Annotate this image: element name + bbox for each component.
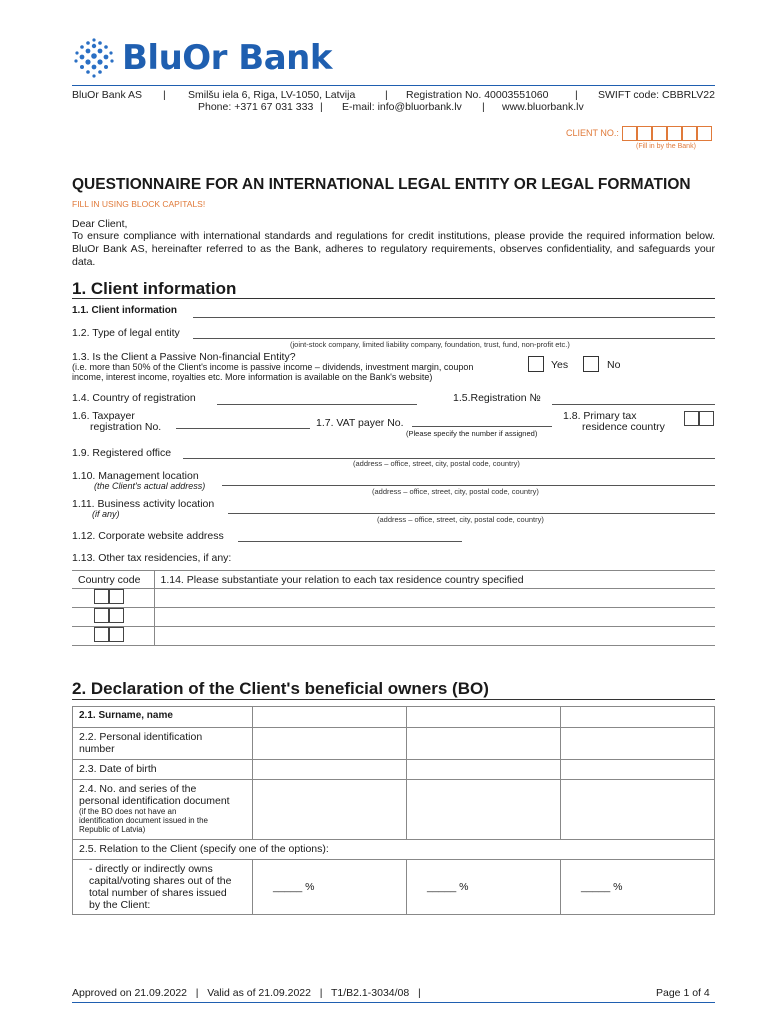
table-row <box>73 780 715 840</box>
separator: | <box>575 89 578 101</box>
field-1-11-addr-hint: (address – office, street, city, postal code, country) <box>377 515 544 524</box>
section2-divider <box>72 699 715 700</box>
col-relation: 1.14. Please substantiate your relation to each tax residence country specified <box>154 571 715 589</box>
registration-number: Registration No. 40003551060 <box>406 89 549 101</box>
header-divider <box>72 85 715 86</box>
field-1-1-input[interactable] <box>193 317 715 318</box>
bo2-dob[interactable] <box>407 760 561 780</box>
field-1-1-label: 1.1. Client information <box>72 305 178 316</box>
field-1-3-hint: (i.e. more than 50% of the Client's income is passive income – dividends, investment margin, coupon <box>72 362 474 372</box>
field-1-6-label: 1.6. Taxpayer <box>72 410 135 422</box>
section2-heading: 2. Declaration of the Client's beneficial owners (BO) <box>72 679 489 698</box>
yes-checkbox[interactable] <box>528 356 544 372</box>
field-1-10-hint: (the Client's actual address) <box>94 481 206 491</box>
row-label-line: 2.4. No. and series of the <box>79 783 197 795</box>
table-row <box>73 728 715 760</box>
row-label-line: capital/voting shares out of the <box>89 875 232 887</box>
bo1-share-percent[interactable]: _____ % <box>253 860 407 915</box>
row-label-hint: Republic of Latvia) <box>79 825 146 834</box>
fill-note: FILL IN USING BLOCK CAPITALS! <box>72 199 206 209</box>
yes-label: Yes <box>551 359 569 371</box>
row-label-line: - directly or indirectly owns <box>89 863 213 875</box>
beneficial-owners-table <box>72 706 715 915</box>
field-1-7-label: 1.7. VAT payer No. <box>316 417 404 429</box>
field-1-8-boxes[interactable] <box>684 411 714 426</box>
field-1-10-label: 1.10. Management location <box>72 470 199 482</box>
field-1-5-label: 1.5.Registration № <box>453 392 541 404</box>
row-label: 2.3. Date of birth <box>73 760 253 780</box>
no-checkbox[interactable] <box>583 356 599 372</box>
field-1-4-label: 1.4. Country of registration <box>72 392 196 404</box>
swift-code: SWIFT code: CBBRLV22 <box>598 89 715 101</box>
intro-text: To ensure compliance with international standards and regulations for credit institutions, please provide the required information below. BluOr Bank AS, hereinafter referred to as the Bank, adheres to regulatory requirements, observes confidentiality, and safeguards your data. <box>72 230 715 268</box>
footer-divider <box>72 1002 715 1003</box>
field-1-11-hint: (if any) <box>92 509 120 519</box>
table-row <box>73 707 715 728</box>
bo1-doc[interactable] <box>253 780 407 840</box>
company-address: Smilšu iela 6, Riga, LV-1050, Latvija <box>188 89 356 101</box>
row-label-hint: identification document issued in the <box>79 816 208 825</box>
row-label: 2.5. Relation to the Client (specify one of the options): <box>73 840 715 860</box>
field-1-8-label: 1.8. Primary tax <box>563 410 637 422</box>
bo2-share-percent[interactable]: _____ % <box>407 860 561 915</box>
field-1-11-label: 1.11. Business activity location <box>72 498 215 510</box>
client-no-label: CLIENT NO.: <box>566 128 619 138</box>
separator: | <box>482 101 485 113</box>
client-no-note: (Fill in by the Bank) <box>636 143 696 150</box>
row-label-line: 2.2. Personal identification <box>79 731 203 743</box>
bo2-id[interactable] <box>407 728 561 760</box>
field-1-3-label: 1.3. Is the Client a Passive Non-financial Entity? <box>72 351 296 363</box>
table-row[interactable] <box>72 608 715 627</box>
row-label <box>73 728 253 760</box>
bo1-id[interactable] <box>253 728 407 760</box>
field-1-3-hint: income, interest income, royalties etc. More information is available on the Bank's website) <box>72 372 433 382</box>
company-name: BluOr Bank AS <box>72 89 143 101</box>
website-link[interactable]: www.bluorbank.lv <box>502 101 584 113</box>
separator: | <box>385 89 388 101</box>
field-1-13-label: 1.13. Other tax residencies, if any: <box>72 552 232 564</box>
page-title: QUESTIONNAIRE FOR AN INTERNATIONAL LEGAL ENTITY OR LEGAL FORMATION <box>72 176 691 193</box>
bo3-id[interactable] <box>561 728 715 760</box>
email-link[interactable]: E-mail: info@bluorbank.lv <box>342 101 462 113</box>
row-label-line: by the Client: <box>89 899 151 911</box>
bo3-name[interactable] <box>561 707 715 728</box>
greeting: Dear Client, <box>72 218 128 230</box>
no-label: No <box>607 359 621 371</box>
field-1-9-label: 1.9. Registered office <box>72 447 172 459</box>
field-1-10-input[interactable] <box>222 485 715 486</box>
bo3-dob[interactable] <box>561 760 715 780</box>
field-1-11-input[interactable] <box>228 513 715 514</box>
bo1-name[interactable] <box>253 707 407 728</box>
table-row <box>73 860 715 915</box>
row-label <box>73 780 253 840</box>
footer-approval: Approved on 21.09.2022 | Valid as of 21.09.2022 | T1/B2.1-3034/08 | <box>72 987 421 999</box>
row-label-hint: (if the BO does not have an <box>79 807 177 816</box>
logo-dots-icon <box>72 36 116 80</box>
tax-residency-table <box>72 570 715 646</box>
bo3-doc[interactable] <box>561 780 715 840</box>
field-1-4-input[interactable] <box>217 404 417 405</box>
field-1-6-input[interactable] <box>176 428 310 429</box>
bo3-share-percent[interactable]: _____ % <box>561 860 715 915</box>
row-label-line: number <box>79 743 115 755</box>
table-header-row <box>72 571 715 589</box>
field-1-2-input[interactable] <box>193 338 715 339</box>
field-1-8-label: residence country <box>582 421 665 433</box>
field-1-12-input[interactable] <box>238 541 462 542</box>
col-country-code: Country code <box>72 571 154 589</box>
field-1-9-hint: (address – office, street, city, postal code, country) <box>353 459 520 468</box>
phone: Phone: +371 67 031 333 <box>198 101 314 113</box>
field-1-7-input[interactable] <box>412 426 552 427</box>
bank-logo <box>72 36 332 80</box>
client-no-boxes[interactable] <box>622 126 712 141</box>
row-label-line: personal identification document <box>79 795 230 807</box>
row-label <box>73 860 253 915</box>
page-number: Page 1 of 4 <box>656 987 710 999</box>
row-label-line: total number of shares issued <box>89 887 227 899</box>
field-1-2-hint: (joint-stock company, limited liability company, foundation, trust, fund, non-profit etc.) <box>290 340 570 349</box>
section1-heading: 1. Client information <box>72 279 237 298</box>
table-row[interactable] <box>72 627 715 646</box>
separator: | <box>163 89 166 101</box>
separator: | <box>320 101 323 113</box>
field-1-6-label: registration No. <box>90 421 162 433</box>
bo2-doc[interactable] <box>407 780 561 840</box>
bo1-dob[interactable] <box>253 760 407 780</box>
logo-text: BluOr Bank <box>122 38 332 78</box>
field-1-12-label: 1.12. Corporate website address <box>72 530 224 542</box>
field-1-2-label: 1.2. Type of legal entity <box>72 327 180 339</box>
section1-divider <box>72 298 715 299</box>
field-1-10-addr-hint: (address – office, street, city, postal code, country) <box>372 487 539 496</box>
field-1-5-input[interactable] <box>552 404 715 405</box>
row-label: 2.1. Surname, name <box>73 707 253 728</box>
field-1-7-hint: (Please specify the number if assigned) <box>406 429 538 438</box>
table-row <box>73 760 715 780</box>
bo2-name[interactable] <box>407 707 561 728</box>
table-row <box>73 840 715 860</box>
table-row[interactable] <box>72 589 715 608</box>
